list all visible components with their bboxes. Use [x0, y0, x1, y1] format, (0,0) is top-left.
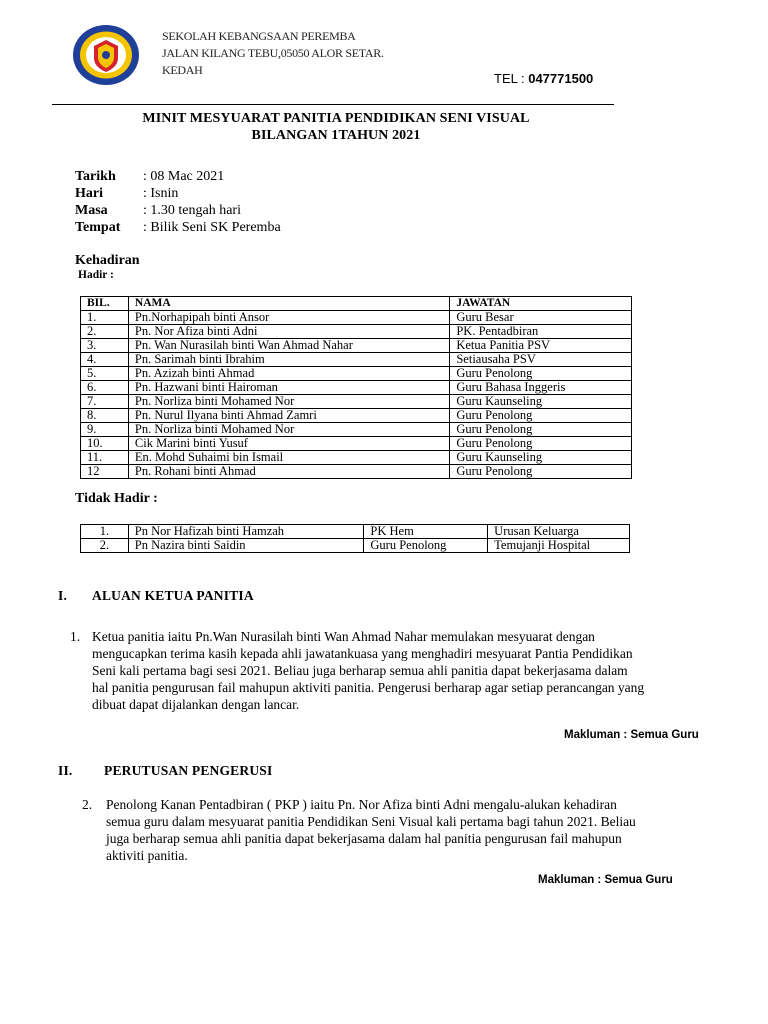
- paragraph-line: hal panitia pengurusan fail mahupun aktiviti panitia. Pengerusi berharap agar setiap perancangan yang: [92, 680, 645, 695]
- detail-row: [75, 168, 281, 185]
- table-row: [81, 353, 632, 367]
- paragraph-line: aktiviti panitia.: [106, 848, 188, 863]
- table-row: [81, 525, 630, 539]
- row-name: Pn. Norliza binti Mohamed Nor: [128, 395, 449, 409]
- row-number: 6.: [81, 381, 129, 395]
- row-position: Setiausaha PSV: [450, 353, 632, 367]
- table-row: [81, 325, 632, 339]
- table-row: [81, 395, 632, 409]
- row-position: Guru Kaunseling: [450, 451, 632, 465]
- document-subtitle: BILANGAN 1TAHUN 2021: [251, 128, 421, 143]
- paragraph-line: Penolong Kanan Pentadbiran ( PKP ) iaitu Pn. Nor Afiza binti Adni mengalu-alukan kehadiran: [106, 797, 617, 812]
- detail-label: Masa: [75, 203, 108, 218]
- row-number: 1.: [81, 311, 129, 325]
- row-name: Pn. Sarimah binti Ibrahim: [128, 353, 449, 367]
- section-2-heading: PERUTUSAN PENGERUSI: [104, 763, 273, 778]
- detail-value: : Bilik Seni SK Peremba: [143, 220, 281, 235]
- section-2-item-number: 2.: [82, 797, 93, 812]
- section-1-heading: ALUAN KETUA PANITIA: [92, 588, 254, 603]
- row-name: Pn. Rohani binti Ahmad: [128, 465, 449, 479]
- row-position: Guru Besar: [450, 311, 632, 325]
- section-1-paragraph: [92, 628, 728, 713]
- row-name: Pn. Norliza binti Mohamed Nor: [128, 423, 449, 437]
- absent-label: Tidak Hadir :: [75, 491, 158, 506]
- column-header-jawatan: JAWATAN: [450, 297, 632, 311]
- row-name: Pn. Azizah binti Ahmad: [128, 367, 449, 381]
- detail-value: : 08 Mac 2021: [143, 169, 225, 184]
- row-number: 12: [81, 465, 129, 479]
- row-name: Pn.Norhapipah binti Ansor: [128, 311, 449, 325]
- table-row: [81, 423, 632, 437]
- row-name: En. Mohd Suhaimi bin Ismail: [128, 451, 449, 465]
- school-name: SEKOLAH KEBANGSAAN PEREMBA: [162, 29, 356, 43]
- school-state: KEDAH: [162, 63, 203, 77]
- table-row: [81, 539, 630, 553]
- detail-label: Tarikh: [75, 169, 116, 184]
- row-position: Guru Penolong: [450, 367, 632, 381]
- column-header-nama: NAMA: [128, 297, 449, 311]
- table-row: [81, 381, 632, 395]
- present-label: Hadir :: [78, 269, 114, 281]
- row-position: Guru Penolong: [364, 539, 488, 553]
- row-position: Guru Penolong: [450, 465, 632, 479]
- row-number: 1.: [81, 525, 129, 539]
- paragraph-line: juga berharap semua ahli panitia dapat bekerjasama dalam hal panitia pengurusan fail mahupun: [106, 831, 622, 846]
- row-name: Pn. Nurul Ilyana binti Ahmad Zamri: [128, 409, 449, 423]
- tel-label: TEL :: [494, 71, 525, 86]
- table-header-row: [81, 297, 632, 311]
- row-number: 2.: [81, 539, 129, 553]
- detail-label: Hari: [75, 186, 103, 201]
- row-number: 4.: [81, 353, 129, 367]
- school-address: [162, 28, 384, 79]
- telephone: [494, 71, 593, 86]
- column-header-bil: BIL.: [81, 297, 129, 311]
- detail-row: [75, 202, 281, 219]
- section-1-numeral: I.: [58, 588, 68, 603]
- attendance-heading: Kehadiran: [75, 253, 140, 268]
- row-position: Guru Penolong: [450, 437, 632, 451]
- section-2-makluman: Makluman : Semua Guru: [538, 874, 673, 886]
- row-position: Ketua Panitia PSV: [450, 339, 632, 353]
- row-name: Pn. Wan Nurasilah binti Wan Ahmad Nahar: [128, 339, 449, 353]
- row-position: PK Hem: [364, 525, 488, 539]
- row-number: 9.: [81, 423, 129, 437]
- row-number: 3.: [81, 339, 129, 353]
- absent-table: [80, 524, 630, 553]
- school-crest-icon: [72, 24, 140, 86]
- row-name: Pn. Hazwani binti Hairoman: [128, 381, 449, 395]
- table-row: [81, 367, 632, 381]
- paragraph-line: mengucapkan terima kasih kepada ahli jawatankuasa yang menghadiri mesyuarat Pantia Pendidikan: [92, 646, 633, 661]
- table-row: [81, 451, 632, 465]
- section-2-numeral: II.: [58, 763, 73, 778]
- detail-value: : 1.30 tengah hari: [143, 203, 241, 218]
- row-position: Guru Bahasa Inggeris: [450, 381, 632, 395]
- detail-row: [75, 219, 281, 236]
- table-row: [81, 339, 632, 353]
- meeting-details: [75, 168, 281, 236]
- row-number: 2.: [81, 325, 129, 339]
- row-number: 11.: [81, 451, 129, 465]
- paragraph-line: semua guru dalam mesyuarat panitia Pendidikan Seni Visual kali pertama bagi tahun 2021. Beliau: [106, 814, 636, 829]
- paragraph-line: dibuat dapat dijalankan dengan lancar.: [92, 697, 300, 712]
- detail-value: : Isnin: [143, 186, 179, 201]
- document-title: MINIT MESYUARAT PANITIA PENDIDIKAN SENI VISUAL: [142, 111, 530, 126]
- detail-label: Tempat: [75, 220, 121, 235]
- row-position: PK. Pentadbiran: [450, 325, 632, 339]
- table-row: [81, 311, 632, 325]
- school-street: JALAN KILANG TEBU,05050 ALOR SETAR.: [162, 46, 384, 60]
- row-name: Pn Nor Hafizah binti Hamzah: [128, 525, 364, 539]
- row-number: 10.: [81, 437, 129, 451]
- header-divider: [52, 104, 614, 105]
- row-name: Cik Marini binti Yusuf: [128, 437, 449, 451]
- section-1-makluman: Makluman : Semua Guru: [564, 729, 699, 741]
- row-number: 5.: [81, 367, 129, 381]
- table-row: [81, 465, 632, 479]
- row-position: Guru Penolong: [450, 409, 632, 423]
- section-2-paragraph: [106, 796, 720, 864]
- tel-value: 047771500: [528, 71, 594, 86]
- row-number: 8.: [81, 409, 129, 423]
- section-1-item-number: 1.: [70, 629, 81, 644]
- row-position: Guru Penolong: [450, 423, 632, 437]
- row-name: Pn Nazira binti Saidin: [128, 539, 364, 553]
- row-name: Pn. Nor Afiza binti Adni: [128, 325, 449, 339]
- detail-row: [75, 185, 281, 202]
- row-position: Guru Kaunseling: [450, 395, 632, 409]
- paragraph-line: Ketua panitia iaitu Pn.Wan Nurasilah binti Wan Ahmad Nahar memulakan mesyuarat dengan: [92, 629, 595, 644]
- row-number: 7.: [81, 395, 129, 409]
- table-row: [81, 409, 632, 423]
- table-row: [81, 437, 632, 451]
- attendance-table: [80, 296, 632, 479]
- paragraph-line: Seni kali pertama bagi sesi 2021. Beliau juga berharap semua ahli panitia dapat bekerjasama dalam: [92, 663, 628, 678]
- row-reason: Urusan Keluarga: [488, 525, 630, 539]
- row-reason: Temujanji Hospital: [488, 539, 630, 553]
